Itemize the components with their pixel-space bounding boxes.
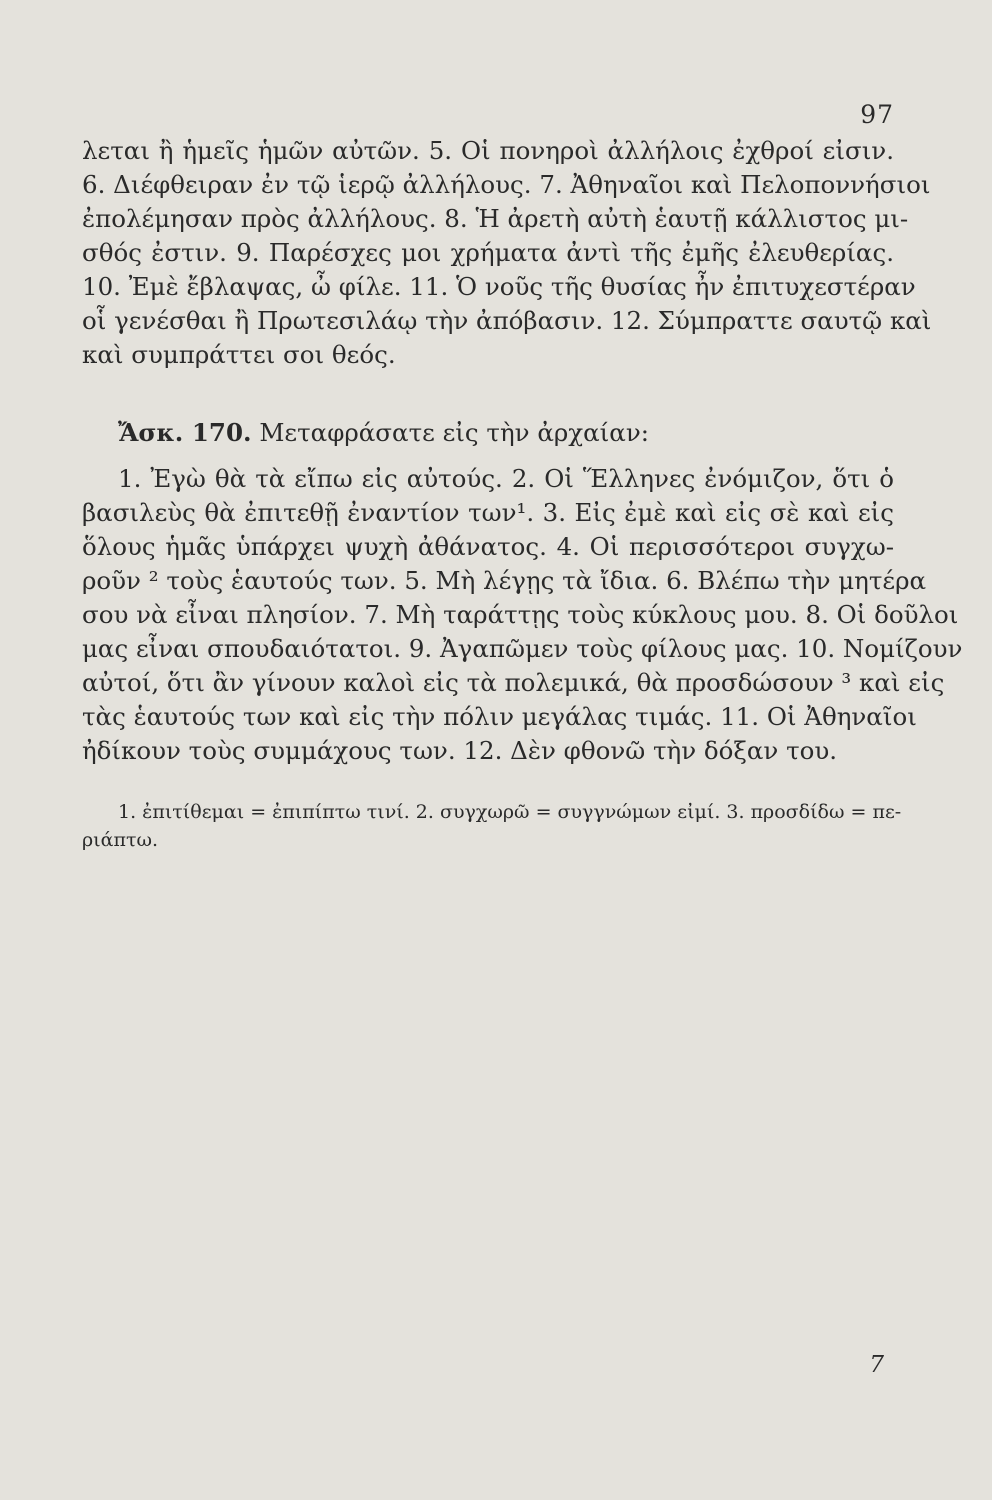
page-number: 97 [860, 100, 894, 129]
signature-mark: 7 [869, 1352, 884, 1378]
footnote-line: ριάπτω. [82, 829, 158, 851]
text-line: ἐπολέμησαν πρὸς ἀλλήλους. 8. Ἡ ἀρετὴ αὐτὴ ἑαυτῇ κάλλιστος μι- [82, 204, 909, 233]
text-line: αὐτοί, ὅτι ἂν γίνουν καλοὶ εἰς τὰ πολεμικά, θὰ προσδώσουν ³ καὶ εἰς [82, 668, 945, 697]
exercise-label: Ἄσκ. 170. [118, 418, 252, 447]
text-line: 10. Ἐμὲ ἔβλαψας, ὦ φίλε. 11. Ὁ νοῦς τῆς θυσίας ἦν ἐπιτυχεστέραν [82, 272, 916, 301]
exercise-sentences [82, 462, 963, 768]
text-line: οἷ γενέσθαι ἢ Πρωτεσιλάῳ τὴν ἀπόβασιν. 12. Σύμπραττε σαυτῷ καὶ [82, 306, 932, 335]
text-line: ἠδίκουν τοὺς συμμάχους των. 12. Δὲν φθονῶ τὴν δόξαν του. [82, 736, 838, 765]
text-line: σου νὰ εἶναι πλησίον. 7. Μὴ ταράττῃς τοὺς κύκλους μου. 8. Οἱ δοῦλοι [82, 600, 959, 629]
text-line: 1. Ἐγὼ θὰ τὰ εἴπω εἰς αὐτούς. 2. Οἱ Ἕλληνες ἐνόμιζον, ὅτι ὁ [118, 464, 894, 493]
text-line: καὶ συμπράττει σοι θεός. [82, 340, 396, 369]
footnote-line: 1. ἐπιτίθεμαι = ἐπιπίπτω τινί. 2. συγχωρῶ = συγγνώμων εἰμί. 3. προσδίδω = πε- [118, 801, 902, 823]
exercise-heading [118, 416, 649, 450]
exercise-instruction: Μεταφράσατε εἰς τὴν ἀρχαίαν: [259, 418, 649, 447]
text-line: τὰς ἑαυτούς των καὶ εἰς τὴν πόλιν μεγάλας τιμάς. 11. Οἱ Ἀθηναῖοι [82, 702, 917, 731]
exercise-text-continuation [82, 134, 932, 372]
text-line: 6. Διέφθειραν ἐν τῷ ἱερῷ ἀλλήλους. 7. Ἀθηναῖοι καὶ Πελοποννήσιοι [82, 170, 931, 199]
text-line: μας εἶναι σπουδαιότατοι. 9. Ἀγαπῶμεν τοὺς φίλους μας. 10. Νομίζουν [82, 634, 963, 663]
footnotes [82, 798, 902, 854]
text-line: ὅλους ἡμᾶς ὑπάρχει ψυχὴ ἀθάνατος. 4. Οἱ περισσότεροι συγχω- [82, 532, 894, 561]
text-line: λεται ἢ ἡμεῖς ἡμῶν αὐτῶν. 5. Οἱ πονηροὶ ἀλλήλοις ἐχθροί εἰσιν. [82, 136, 894, 165]
text-line: βασιλεὺς θὰ ἐπιτεθῇ ἐναντίον των¹. 3. Εἰς ἐμὲ καὶ εἰς σὲ καὶ εἰς [82, 498, 894, 527]
text-line: ροῦν ² τοὺς ἑαυτούς των. 5. Μὴ λέγῃς τὰ ἴδια. 6. Βλέπω τὴν μητέρα [82, 566, 927, 595]
text-line: σθός ἐστιν. 9. Παρέσχες μοι χρήματα ἀντὶ τῆς ἐμῆς ἐλευθερίας. [82, 238, 894, 267]
